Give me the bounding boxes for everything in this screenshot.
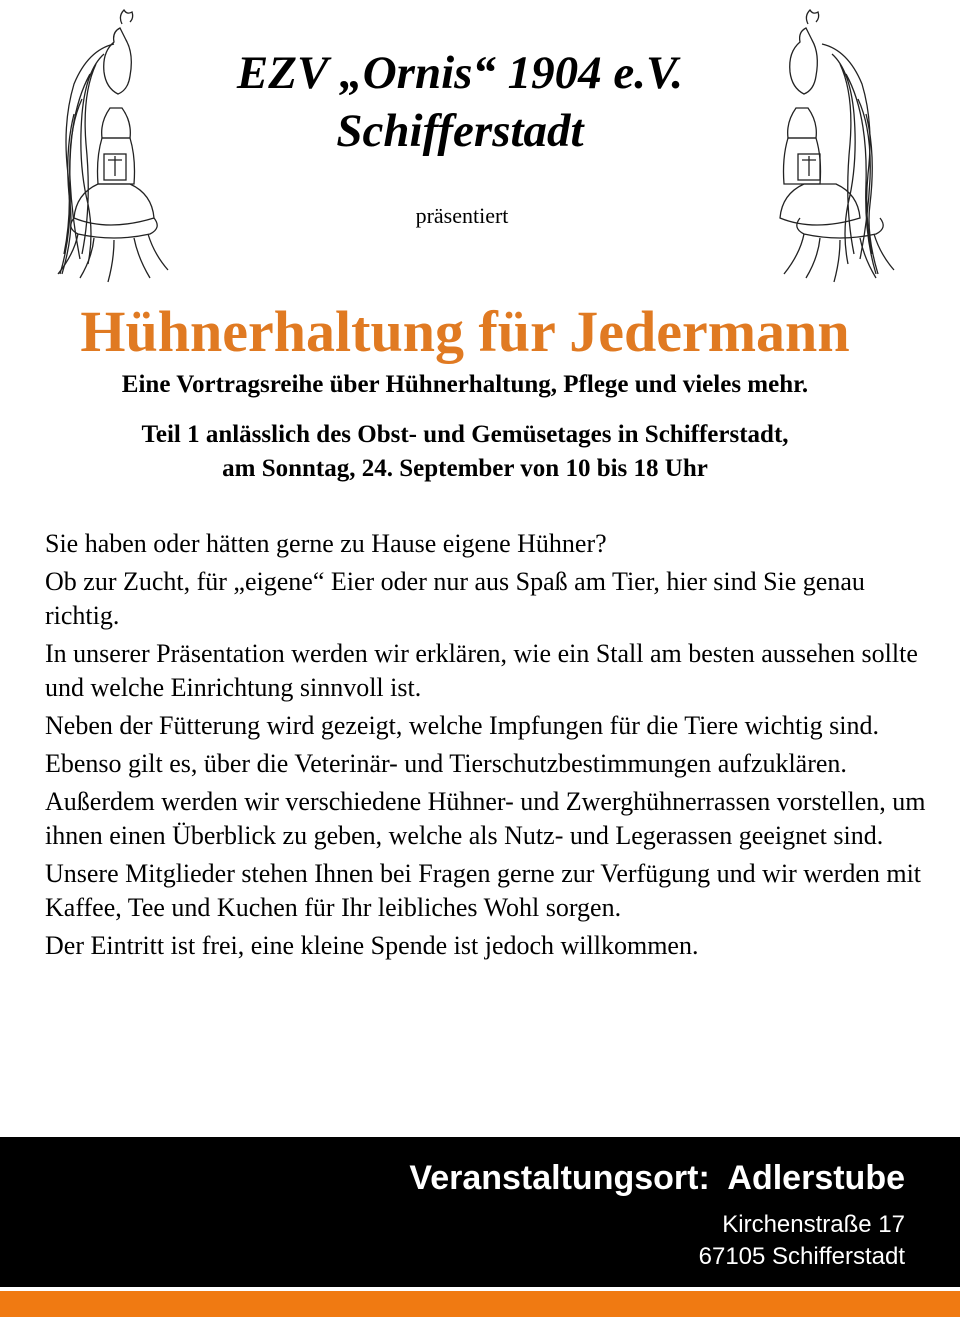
header xyxy=(150,44,770,160)
body-paragraph: Ob zur Zucht, für „eigene“ Eier oder nur aus Spaß am Tier, hier sind Sie genau richtig. xyxy=(45,567,865,630)
body-paragraph: Sie haben oder hätten gerne zu Hause eigene Hühner? xyxy=(45,529,607,558)
body-text xyxy=(45,527,935,967)
club-name: EZV „Ornis“ 1904 e.V. xyxy=(236,47,684,99)
rooster-illustration-right xyxy=(770,4,920,289)
orange-stripe xyxy=(0,1291,960,1317)
club-town: Schifferstadt xyxy=(336,105,584,157)
body-paragraph: Unsere Mitglieder stehen Ihnen bei Fragen gerne zur Verfügung und wir werden mit Kaffee, Tee und Kuchen für Ihr leibliches Wohl sorgen. xyxy=(45,859,922,922)
presents-text: präsentiert xyxy=(415,203,509,228)
body-paragraph: Der Eintritt ist frei, eine kleine Spende ist jedoch willkommen. xyxy=(45,931,699,960)
body-paragraph: Außerdem werden wir verschiedene Hühner- und Zwerghühnerrassen vorstellen, um ihnen einen Überblick zu geben, welche als Nutz- und Legerassen geeignet sind. xyxy=(45,787,926,850)
venue-heading: Veranstaltungsort: Adlerstube xyxy=(409,1159,905,1197)
event-info-line-2: am Sonntag, 24. September von 10 bis 18 Uhr xyxy=(222,455,708,482)
body-paragraph: Ebenso gilt es, über die Veterinär- und Tierschutzbestimmungen aufzuklären. xyxy=(45,749,847,778)
event-info xyxy=(0,418,930,486)
venue-address xyxy=(699,1209,905,1273)
event-subtitle: Eine Vortragsreihe über Hühnerhaltung, Pflege und vieles mehr. xyxy=(121,371,809,398)
address-street: Kirchenstraße 17 xyxy=(722,1211,905,1238)
body-paragraph: Neben der Fütterung wird gezeigt, welche Impfungen für die Tiere wichtig sind. xyxy=(45,711,879,740)
footer-venue-bar xyxy=(0,1137,960,1287)
event-title: Hühnerhaltung für Jedermann xyxy=(80,299,850,364)
body-paragraph: In unserer Präsentation werden wir erklären, wie ein Stall am besten aussehen sollte und welche Einrichtung sinnvoll ist. xyxy=(45,639,918,702)
address-city: 67105 Schifferstadt xyxy=(698,1243,905,1270)
event-info-line-1: Teil 1 anlässlich des Obst- und Gemüsetages in Schifferstadt, xyxy=(141,421,789,448)
